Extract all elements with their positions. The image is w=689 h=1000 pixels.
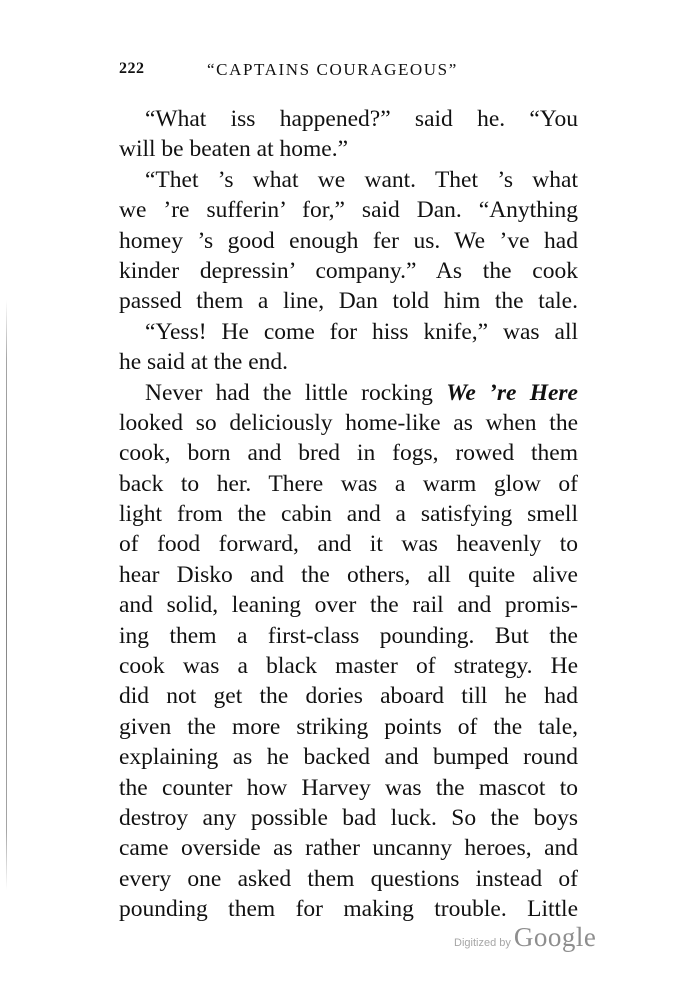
text-line: he said at the end. — [119, 349, 289, 376]
text-fragment: Never had the little rocking — [145, 379, 433, 406]
text-line: homey ’s good enough fer us. We ’ve had — [119, 227, 578, 254]
running-title: “CAPTAINS COURAGEOUS” — [207, 60, 458, 79]
text-line: ing them a first-class pounding. But the — [119, 622, 578, 649]
text-line: we ’re sufferin’ for,” said Dan. “Anything — [119, 197, 578, 224]
text-line: looked so deliciously home-like as when the — [119, 409, 578, 436]
text-line: kinder depressin’ company.” As the cook — [119, 257, 578, 284]
ship-name: We ’re Here — [446, 379, 578, 406]
text-line: “Thet ’s what we want. Thet ’s what — [145, 166, 578, 193]
body-text — [119, 104, 578, 925]
text-line: came overside as rather uncanny heroes, and — [119, 835, 578, 862]
digitized-watermark — [454, 922, 596, 952]
page-edge-line — [6, 300, 7, 890]
text-line: destroy any possible bad luck. So the boys — [119, 804, 578, 831]
text-line: cook was a black master of strategy. He — [119, 653, 578, 680]
text-line: back to her. There was a warm glow of — [119, 470, 578, 497]
text-line: pounding them for making trouble. Little — [119, 896, 578, 923]
text-line: “What iss happened?” said he. “You — [145, 106, 578, 132]
text-line: cook, born and bred in fogs, rowed them — [119, 440, 578, 467]
text-line: and solid, leaning over the rail and promis- — [119, 592, 578, 619]
text-line-with-ship — [119, 378, 578, 408]
text-line: of food forward, and it was heavenly to — [119, 531, 578, 558]
text-line: did not get the dories aboard till he had — [119, 683, 578, 710]
text-line: light from the cabin and a satisfying smell — [119, 501, 578, 528]
text-line: passed them a line, Dan told him the tale. — [119, 288, 578, 315]
text-line: will be beaten at home.” — [119, 136, 349, 163]
page-header — [119, 60, 579, 84]
text-line: “Yess! He come for hiss knife,” was all — [145, 318, 578, 345]
text-line: hear Disko and the others, all quite alive — [119, 561, 578, 588]
text-line: every one asked them questions instead of — [119, 865, 578, 892]
text-line: explaining as he backed and bumped round — [119, 744, 578, 771]
google-logo: Google — [513, 922, 597, 952]
text-line: given the more striking points of the tale, — [119, 713, 578, 740]
text-line: the counter how Harvey was the mascot to — [119, 774, 578, 801]
page-number: 222 — [119, 60, 145, 77]
watermark-prefix: Digitized by — [454, 937, 511, 949]
